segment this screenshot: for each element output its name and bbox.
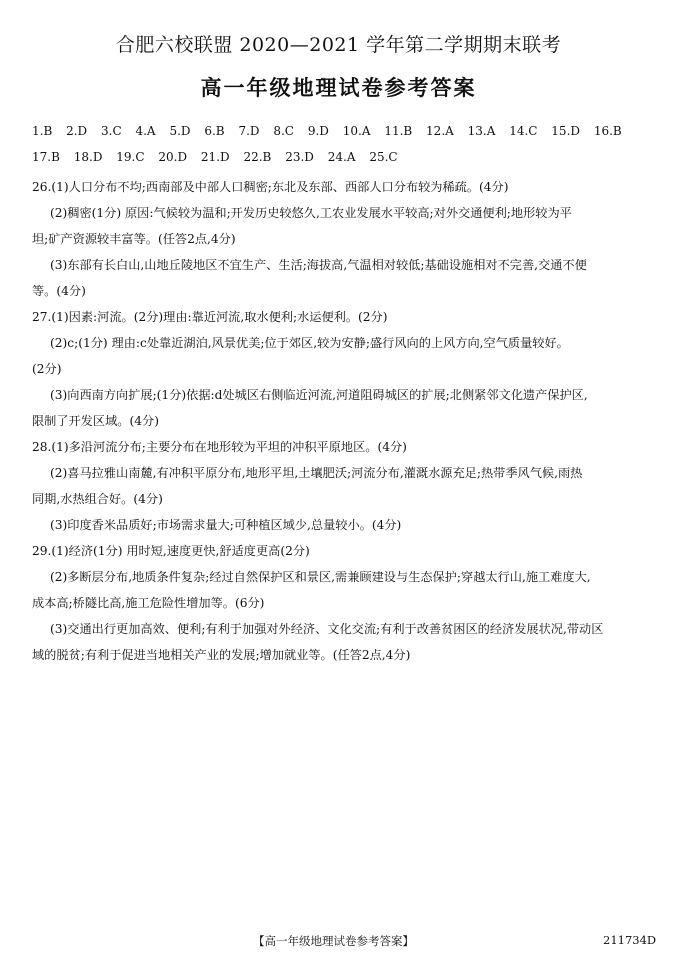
mc-answer: 25.C: [369, 150, 398, 164]
q29-part-1: 29.(1)经济(1分) 用时短,速度更快,舒适度更高(2分): [32, 544, 310, 558]
q29-part-3-line-2: 域的脱贫;有利于促进当地相关产业的发展;增加就业等。(任答2点,4分): [32, 648, 411, 662]
q28-part-2-line-1: (2)喜马拉雅山南麓,有冲积平原分布,地形平坦,土壤肥沃;河流分布,灌溉水源充足;热带季风气候,雨热: [50, 466, 583, 480]
mc-answer: 10.A: [342, 124, 371, 138]
mc-answer: 1.B: [32, 124, 53, 138]
answer-body: [32, 174, 650, 668]
exam-title: 合肥六校联盟 2020—2021 学年第二学期期末联考: [115, 34, 562, 56]
question-27: [32, 304, 650, 434]
mc-answer: 14.C: [509, 124, 538, 138]
mc-answer: 7.D: [238, 124, 260, 138]
q27-part-3: [32, 382, 650, 434]
mc-answer: 8.C: [273, 124, 294, 138]
q29-part-3-line-1: (3)交通出行更加高效、便利;有利于加强对外经济、文化交流;有利于改善贫困区的经济发展状况,带动区: [50, 622, 604, 636]
question-29: [32, 538, 650, 668]
mc-answer: 18.D: [73, 150, 103, 164]
mc-answer: 13.A: [467, 124, 496, 138]
mc-answer: 6.B: [204, 124, 225, 138]
q29-part-2-line-1: (2)多断层分布,地质条件复杂;经过自然保护区和景区,需兼顾建设与生态保护;穿越太行山,施工难度大,: [50, 570, 591, 584]
q27-part-2: [32, 330, 650, 382]
q29-part-3: [32, 616, 650, 668]
mc-answer: 20.D: [158, 150, 188, 164]
q26-part-3: [32, 252, 650, 304]
q27-part-2-line-1: (2)c;(1分) 理由:c处靠近湖泊,风景优美;位于郊区,较为安静;盛行风向的上风方向,空气质量较好。: [50, 336, 569, 350]
question-26: [32, 174, 650, 304]
q28-part-3: [32, 512, 650, 538]
mc-answers-row-1: [32, 118, 657, 144]
q29-part-2-line-2: 成本高;桥隧比高,施工危险性增加等。(6分): [32, 596, 265, 610]
document-subtitle: 高一年级地理试卷参考答案: [200, 76, 477, 100]
q28-part-3-line-1: (3)印度香米品质好;市场需求量大;可种植区域少,总量较小。(4分): [50, 518, 402, 532]
footer-code: 211734D: [603, 933, 657, 947]
mc-answer: 21.D: [200, 150, 230, 164]
q27-part-2-line-2: (2分): [32, 362, 62, 376]
mc-answer: 16.B: [593, 124, 622, 138]
q26-part-1: 26.(1)人口分布不均;西南部及中部人口稠密;东北及东部、西部人口分布较为稀疏。(4分): [32, 180, 509, 194]
mc-answer: 4.A: [135, 124, 156, 138]
mc-answer: 22.B: [243, 150, 272, 164]
q27-part-3-line-1: (3)向西南方向扩展;(1分)依据:d处城区右侧临近河流,河道阻碍城区的扩展;北侧紧邻文化遗产保护区,: [50, 388, 588, 402]
q26-part-2-line-2: 坦;矿产资源较丰富等。(任答2点,4分): [32, 232, 236, 246]
mc-answer: 9.D: [307, 124, 329, 138]
mc-answer: 11.B: [384, 124, 413, 138]
q26-part-3-line-2: 等。(4分): [32, 284, 86, 298]
q26-part-3-line-1: (3)东部有长白山,山地丘陵地区不宜生产、生活;海拔高,气温相对较低;基础设施相对不完善,交通不便: [50, 258, 587, 272]
mc-answer: 5.D: [169, 124, 191, 138]
q28-part-2: [32, 460, 650, 512]
q26-part-2: [32, 200, 650, 252]
mc-answer: 23.D: [285, 150, 314, 164]
footer-title: 【高一年级地理试卷参考答案】: [253, 934, 414, 948]
q29-part-2: [32, 564, 650, 616]
mc-answer: 19.C: [116, 150, 145, 164]
q27-part-1: 27.(1)因素:河流。(2分)理由:靠近河流,取水便利;水运便利。(2分): [32, 310, 388, 324]
question-28: [32, 434, 650, 538]
mc-answers-row-2: [32, 144, 657, 170]
mc-answer: 3.C: [101, 124, 122, 138]
mc-answer: 2.D: [66, 124, 88, 138]
mc-answer: 15.D: [551, 124, 581, 138]
mc-answer: 24.A: [327, 150, 356, 164]
q28-part-2-line-2: 同期,水热组合好。(4分): [32, 492, 163, 506]
q27-part-3-line-2: 限制了开发区域。(4分): [32, 414, 159, 428]
q28-part-1: 28.(1)多沿河流分布;主要分布在地形较为平坦的冲积平原地区。(4分): [32, 440, 407, 454]
mc-answer: 12.A: [426, 124, 454, 138]
mc-answer: 17.B: [32, 150, 60, 164]
q26-part-2-line-1: (2)稠密(1分) 原因:气候较为温和;开发历史较悠久,工农业发展水平较高;对外交通便利;地形较为平: [50, 206, 572, 220]
